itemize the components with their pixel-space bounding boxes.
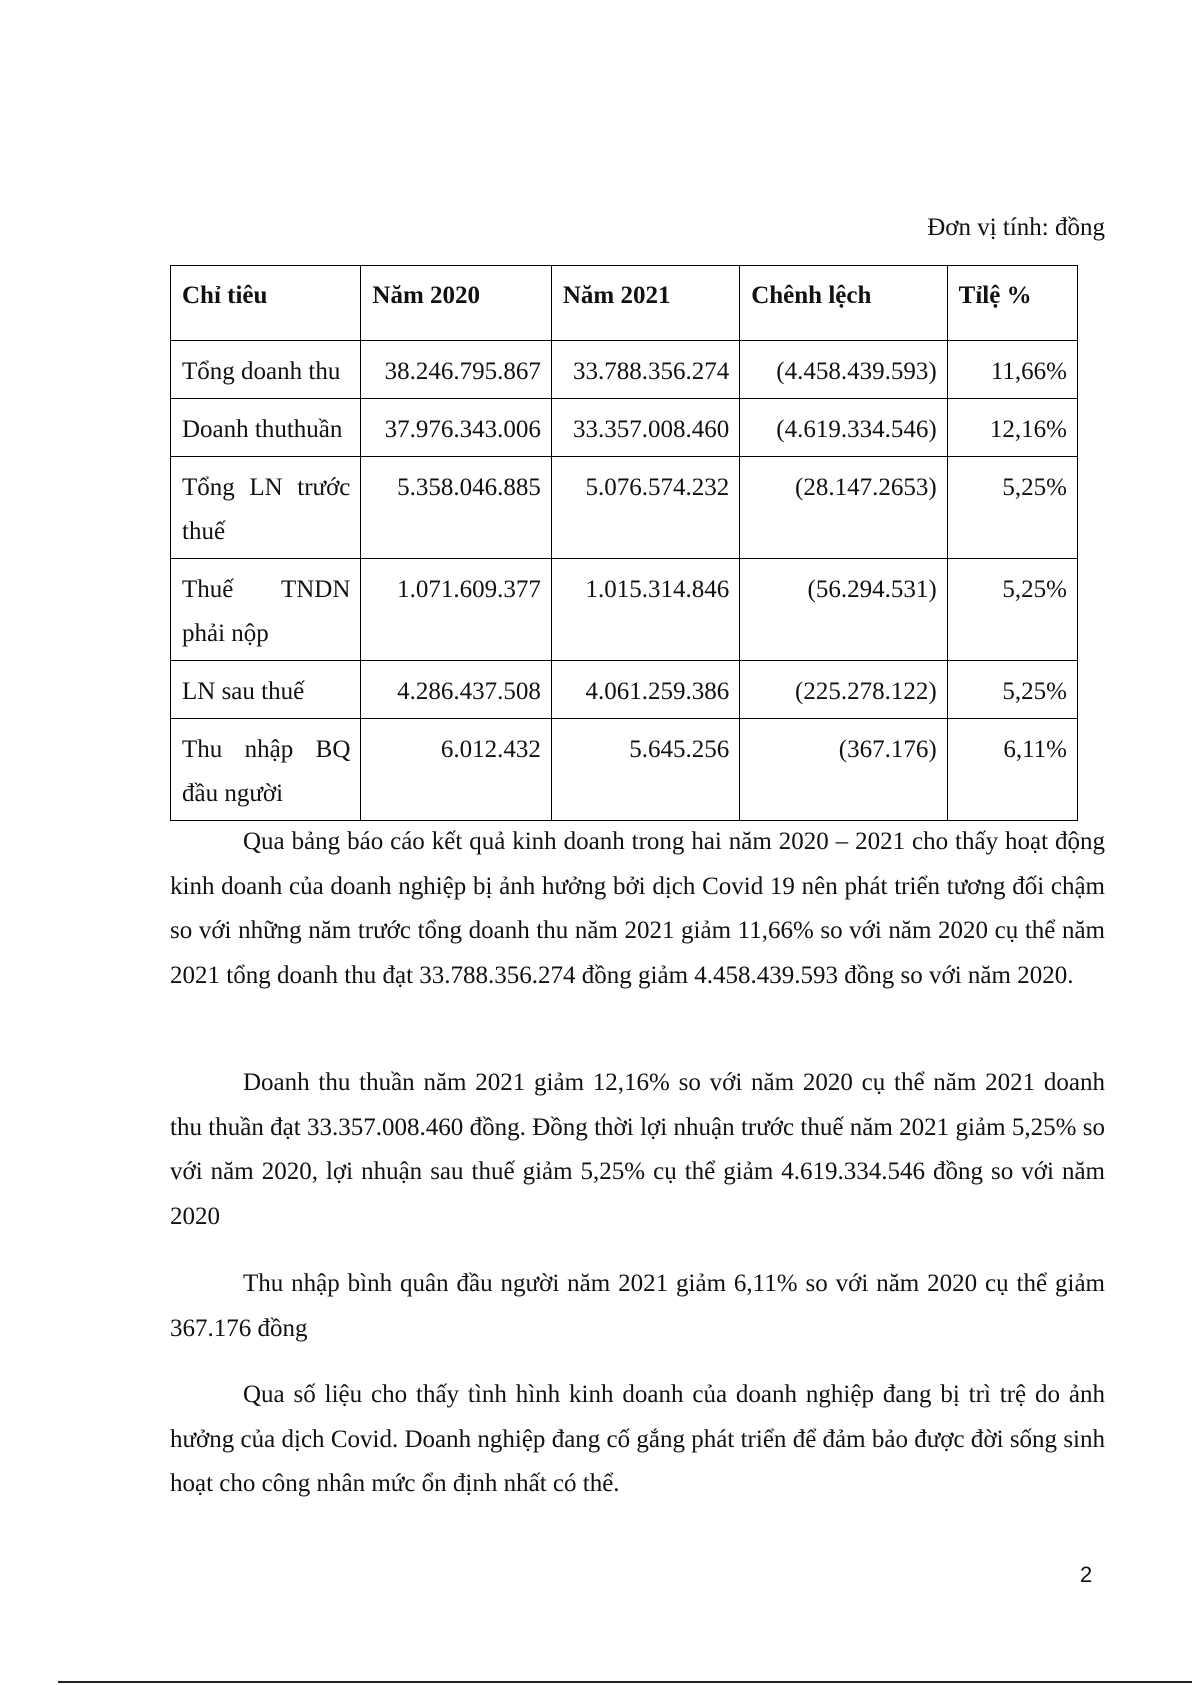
header-year-2020: Năm 2020 (361, 266, 551, 341)
value-difference: (4.619.334.546) (740, 399, 947, 457)
value-2021: 33.357.008.460 (551, 399, 739, 457)
value-2021: 1.015.314.846 (551, 559, 739, 661)
header-percent: Tỉlệ % (947, 266, 1077, 341)
value-percent: 6,11% (947, 719, 1077, 821)
table-row (171, 457, 1078, 559)
value-2021: 5.076.574.232 (551, 457, 739, 559)
bottom-rule (58, 1681, 1192, 1683)
value-2020: 38.246.795.867 (361, 341, 551, 399)
value-difference: (56.294.531) (740, 559, 947, 661)
table-row (171, 661, 1078, 719)
row-label: LN sau thuế (171, 661, 361, 719)
value-percent: 11,66% (947, 341, 1077, 399)
analysis-paragraph-net-revenue: Doanh thu thuần năm 2021 giảm 12,16% so với năm 2020 cụ thể năm 2021 doanh thu thuần đạt 33.357.008.460 đồng. Đồng thời lợi nhuận trước thuế năm 2021 giảm 5,25% so với năm 2020, lợi nhuận sau thuế giảm 5,25% cụ thể giảm 4.619.334.546 đồng so với năm 2020 (170, 1069, 1105, 1230)
value-2021: 4.061.259.386 (551, 661, 739, 719)
value-percent: 5,25% (947, 661, 1077, 719)
value-percent: 5,25% (947, 457, 1077, 559)
value-difference: (367.176) (740, 719, 947, 821)
table-row (171, 559, 1078, 661)
value-2021: 5.645.256 (551, 719, 739, 821)
table-header-row (171, 266, 1078, 341)
row-label: Tổng doanh thu (171, 341, 361, 399)
value-difference: (4.458.439.593) (740, 341, 947, 399)
value-percent: 12,16% (947, 399, 1077, 457)
page-number: 2 (1080, 1562, 1093, 1587)
row-label: Thuế TNDN phải nộp (171, 559, 361, 661)
analysis-paragraph-income: Thu nhập bình quân đầu người năm 2021 giảm 6,11% so với năm 2020 cụ thể giảm 367.176 đồng (170, 1270, 1105, 1342)
row-label: Doanh thuthuần (171, 399, 361, 457)
unit-note: Đơn vị tính: đồng (927, 214, 1105, 241)
business-results-table (170, 265, 1078, 821)
value-difference: (28.147.2653) (740, 457, 947, 559)
value-2020: 5.358.046.885 (361, 457, 551, 559)
analysis-paragraph-conclusion: Qua số liệu cho thấy tình hình kinh doanh của doanh nghiệp đang bị trì trệ do ảnh hưởng của dịch Covid. Doanh nghiệp đang cố gắng phát triển để đảm bảo được đời sống sinh hoạt cho công nhân mức ổn định nhất có thể. (170, 1381, 1105, 1497)
value-difference: (225.278.122) (740, 661, 947, 719)
row-label: Thu nhập BQ đầu người (171, 719, 361, 821)
table-row (171, 719, 1078, 821)
header-year-2021: Năm 2021 (551, 266, 739, 341)
header-indicator: Chỉ tiêu (171, 266, 361, 341)
analysis-paragraph-revenue: Qua bảng báo cáo kết quả kinh doanh trong hai năm 2020 – 2021 cho thấy hoạt động kinh doanh của doanh nghiệp bị ảnh hưởng bởi dịch Covid 19 nên phát triển tương đối chậm so với những năm trước tổng doanh thu năm 2021 giảm 11,66% so với năm 2020 cụ thể năm 2021 tổng doanh thu đạt 33.788.356.274 đồng giảm 4.458.439.593 đồng so với năm 2020. (170, 828, 1105, 989)
header-difference: Chênh lệch (740, 266, 947, 341)
value-2021: 33.788.356.274 (551, 341, 739, 399)
value-2020: 4.286.437.508 (361, 661, 551, 719)
value-percent: 5,25% (947, 559, 1077, 661)
row-label: Tổng LN trước thuế (171, 457, 361, 559)
table-row (171, 341, 1078, 399)
table-row (171, 399, 1078, 457)
value-2020: 37.976.343.006 (361, 399, 551, 457)
value-2020: 6.012.432 (361, 719, 551, 821)
value-2020: 1.071.609.377 (361, 559, 551, 661)
